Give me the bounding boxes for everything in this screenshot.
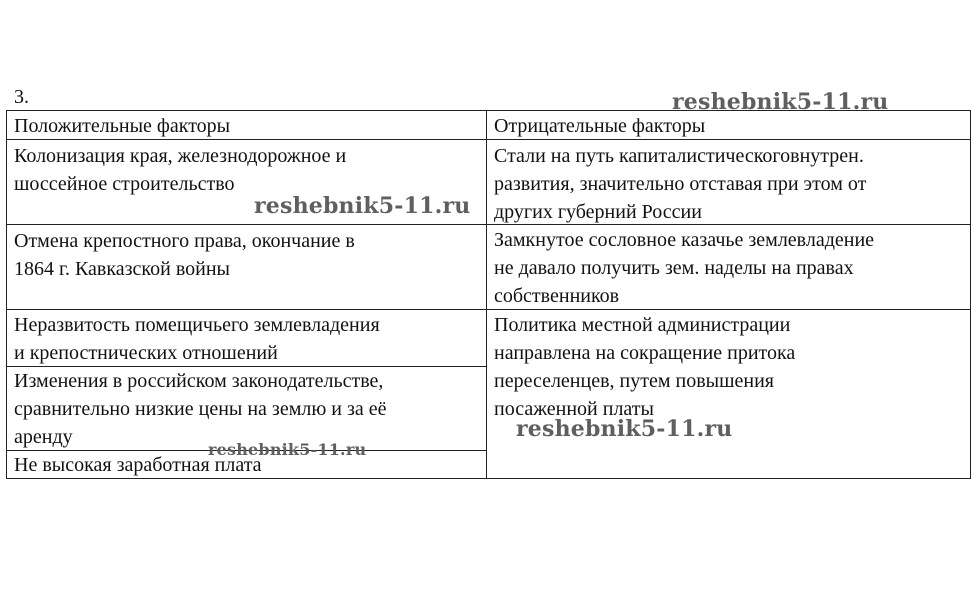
watermark: reshebnik5-11.ru [208,440,367,459]
negative-factor-3-line: Политика местной администрации [494,314,791,336]
positive-factor-2-line: 1864 г. Кавказской войны [14,258,230,280]
watermark: reshebnik5-11.ru [254,193,471,219]
negative-factor-2-line: не давало получить зем. наделы на правах [494,257,854,279]
positive-factor-4-line: Изменения в российском законодательстве, [14,370,384,392]
section-number: 3. [14,86,29,108]
negative-factor-1 [487,142,970,224]
positive-factor-5-line: Не высокая заработная плата [14,454,262,476]
positive-factor-4-line: сравнительно низкие цены на землю и за её [14,398,387,420]
positive-factor-3-line: и крепостнических отношений [14,342,278,364]
header-positive: Положительные факторы [14,115,231,137]
negative-factor-3 [487,311,970,478]
header-negative: Отрицательные факторы [494,115,706,137]
negative-factor-3-line: направлена на сокращение притока [494,342,796,364]
negative-factor-1-line: Стали на путь капиталистическоговнутрен. [494,145,864,167]
negative-factor-3-line: переселенцев, путем повышения [494,370,774,392]
negative-factor-3-line: посаженной платы [494,398,654,420]
positive-factor-4 [7,367,486,450]
positive-factor-2 [7,227,486,309]
positive-factor-1-line: Колонизация края, железнодорожное и [14,145,347,167]
positive-factor-4-line: аренду [14,426,73,448]
watermark: reshebnik5-11.ru [672,89,889,115]
negative-factor-1-line: развития, значительно отставая при этом от [494,173,867,195]
positive-factor-2-line: Отмена крепостного права, окончание в [14,230,355,252]
watermark: reshebnik5-11.ru [516,416,733,442]
negative-factor-2-line: собственников [494,285,620,307]
negative-factor-2-line: Замкнутое сословное казачье землевладение [494,229,875,251]
positive-factor-1-line: шоссейное строительство [14,173,235,195]
positive-factor-3-line: Неразвитость помещичьего землевладения [14,314,380,336]
positive-factor-3 [7,311,486,366]
negative-factor-2 [487,226,970,309]
negative-factor-1-line: других губерний России [494,201,702,223]
